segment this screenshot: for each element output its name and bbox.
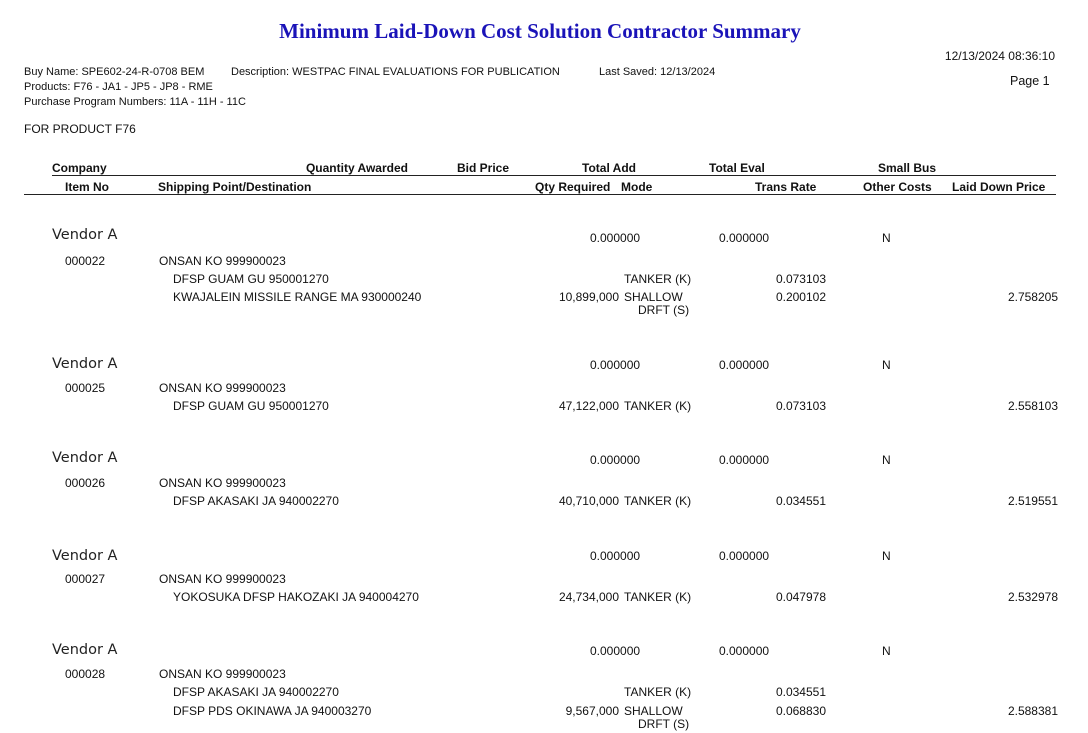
total-eval-value: 0.000000 bbox=[719, 358, 770, 372]
total-eval-value: 0.000000 bbox=[719, 549, 770, 563]
col-item-no: Item No bbox=[65, 180, 110, 194]
col-total-eval: Total Eval bbox=[709, 161, 765, 175]
qty-required-value: 47,122,000 bbox=[558, 399, 619, 413]
trans-rate-value: 0.073103 bbox=[775, 399, 826, 413]
small-bus-flag: N bbox=[882, 453, 891, 467]
col-qty-required: Qty Required bbox=[535, 180, 611, 194]
buy-description: Description: WESTPAC FINAL EVALUATIONS FOR PUBLICATION bbox=[231, 66, 560, 78]
col-small-bus: Small Bus bbox=[878, 161, 937, 175]
page-number: Page 1 bbox=[1010, 74, 1050, 88]
col-quantity-awarded: Quantity Awarded bbox=[305, 161, 408, 175]
destination: DFSP PDS OKINAWA JA 940003270 bbox=[173, 704, 372, 718]
col-mode: Mode bbox=[621, 180, 653, 194]
destination: DFSP AKASAKI JA 940002270 bbox=[173, 494, 339, 508]
small-bus-flag: N bbox=[882, 358, 891, 372]
transport-mode: TANKER (K) bbox=[624, 399, 692, 413]
header-underline bbox=[52, 175, 1056, 176]
transport-mode: TANKER (K) bbox=[624, 590, 692, 604]
laid-down-price-value: 2.758205 bbox=[1007, 290, 1058, 304]
vendor-name: Vendor A bbox=[52, 227, 118, 243]
qty-required-value: 40,710,000 bbox=[558, 494, 619, 508]
qty-required-value: 24,734,000 bbox=[558, 590, 619, 604]
transport-mode: TANKER (K) bbox=[624, 494, 692, 508]
laid-down-price-value: 2.519551 bbox=[1007, 494, 1058, 508]
destination: DFSP AKASAKI JA 940002270 bbox=[173, 685, 339, 699]
vendor-name: Vendor A bbox=[52, 450, 118, 466]
destination: YOKOSUKA DFSP HAKOZAKI JA 940004270 bbox=[173, 590, 419, 604]
product-heading: FOR PRODUCT F76 bbox=[24, 122, 136, 136]
report-title: Minimum Laid-Down Cost Solution Contractor Summary bbox=[279, 19, 801, 43]
last-saved: Last Saved: 12/13/2024 bbox=[599, 66, 716, 78]
total-eval-value: 0.000000 bbox=[719, 231, 770, 245]
shipping-origin: ONSAN KO 999900023 bbox=[159, 572, 286, 586]
col-trans-rate: Trans Rate bbox=[755, 180, 817, 194]
destination: DFSP GUAM GU 950001270 bbox=[173, 272, 329, 286]
trans-rate-value: 0.034551 bbox=[775, 685, 826, 699]
total-add-value: 0.000000 bbox=[590, 231, 641, 245]
qty-required-value: 9,567,000 bbox=[565, 704, 619, 718]
transport-mode-cont: DRFT (S) bbox=[638, 717, 690, 731]
total-add-value: 0.000000 bbox=[590, 644, 641, 658]
item-number: 000025 bbox=[65, 381, 106, 395]
item-number: 000028 bbox=[65, 667, 106, 681]
item-number: 000027 bbox=[65, 572, 106, 586]
small-bus-flag: N bbox=[882, 549, 891, 563]
transport-mode: TANKER (K) bbox=[624, 685, 692, 699]
purchase-programs: Purchase Program Numbers: 11A - 11H - 11C bbox=[24, 96, 246, 108]
header-divider bbox=[24, 194, 1056, 195]
total-add-value: 0.000000 bbox=[590, 549, 641, 563]
col-shipping-point: Shipping Point/Destination bbox=[158, 180, 312, 194]
col-laid-down-price: Laid Down Price bbox=[952, 180, 1046, 194]
total-eval-value: 0.000000 bbox=[719, 453, 770, 467]
total-add-value: 0.000000 bbox=[590, 358, 641, 372]
total-eval-value: 0.000000 bbox=[719, 644, 770, 658]
vendor-name: Vendor A bbox=[52, 642, 118, 658]
trans-rate-value: 0.200102 bbox=[775, 290, 826, 304]
qty-required-value: 10,899,000 bbox=[558, 290, 619, 304]
col-company: Company bbox=[52, 161, 107, 175]
trans-rate-value: 0.047978 bbox=[775, 590, 826, 604]
trans-rate-value: 0.068830 bbox=[775, 704, 826, 718]
destination: KWAJALEIN MISSILE RANGE MA 930000240 bbox=[173, 290, 422, 304]
col-total-add: Total Add bbox=[582, 161, 636, 175]
col-other-costs: Other Costs bbox=[863, 180, 932, 194]
shipping-origin: ONSAN KO 999900023 bbox=[159, 381, 286, 395]
laid-down-price-value: 2.588381 bbox=[1007, 704, 1058, 718]
buy-name: Buy Name: SPE602-24-R-0708 BEM bbox=[24, 66, 205, 78]
small-bus-flag: N bbox=[882, 644, 891, 658]
laid-down-price-value: 2.558103 bbox=[1007, 399, 1058, 413]
transport-mode: TANKER (K) bbox=[624, 272, 692, 286]
transport-mode: SHALLOW bbox=[624, 704, 683, 718]
vendor-name: Vendor A bbox=[52, 356, 118, 372]
item-number: 000022 bbox=[65, 254, 106, 268]
shipping-origin: ONSAN KO 999900023 bbox=[159, 667, 286, 681]
col-bid-price: Bid Price bbox=[457, 161, 510, 175]
transport-mode-cont: DRFT (S) bbox=[638, 303, 690, 317]
report-timestamp: 12/13/2024 08:36:10 bbox=[944, 49, 1055, 63]
products-line: Products: F76 - JA1 - JP5 - JP8 - RME bbox=[24, 81, 213, 93]
total-add-value: 0.000000 bbox=[590, 453, 641, 467]
trans-rate-value: 0.073103 bbox=[775, 272, 826, 286]
item-number: 000026 bbox=[65, 476, 106, 490]
vendor-name: Vendor A bbox=[52, 548, 118, 564]
shipping-origin: ONSAN KO 999900023 bbox=[159, 254, 286, 268]
shipping-origin: ONSAN KO 999900023 bbox=[159, 476, 286, 490]
trans-rate-value: 0.034551 bbox=[775, 494, 826, 508]
small-bus-flag: N bbox=[882, 231, 891, 245]
transport-mode: SHALLOW bbox=[624, 290, 683, 304]
laid-down-price-value: 2.532978 bbox=[1007, 590, 1058, 604]
destination: DFSP GUAM GU 950001270 bbox=[173, 399, 329, 413]
